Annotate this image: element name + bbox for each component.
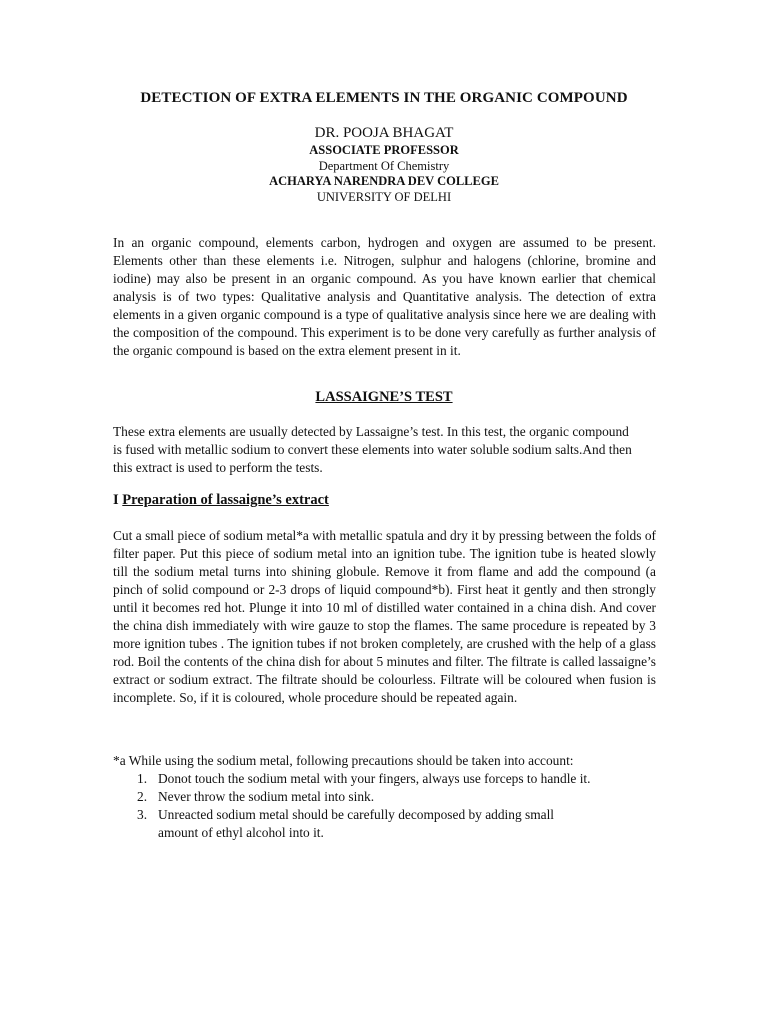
section-intro-paragraph: These extra elements are usually detected by Lassaigne’s test. In this test, the organic compound is fused with metallic sodium to convert these elements into water soluble sodium salts.And then this extract is used to perform the tests. <box>113 424 632 476</box>
author-position: ASSOCIATE PROFESSOR <box>309 143 459 157</box>
list-item-number: 3. <box>137 807 148 823</box>
list-item-text: Unreacted sodium metal should be carefully decomposed by adding small amount of ethyl alcohol into it. <box>158 807 555 841</box>
author-name: DR. POOJA BHAGAT <box>314 125 454 141</box>
document-title: DETECTION OF EXTRA ELEMENTS IN THE ORGANIC COMPOUND <box>140 90 628 106</box>
precautions-intro: *a While using the sodium metal, following precautions should be taken into account: <box>113 753 574 768</box>
subheading-text: Preparation of lassaigne’s extract <box>122 492 329 508</box>
subheading-prefix: I <box>113 492 123 508</box>
list-item <box>113 770 656 788</box>
list-item <box>113 788 656 806</box>
list-item-number: 2. <box>137 789 148 805</box>
precautions-list <box>113 770 656 842</box>
subheading <box>113 492 329 509</box>
precautions-block <box>113 752 656 842</box>
author-university: UNIVERSITY OF DELHI <box>316 189 452 204</box>
list-item-text: Never throw the sodium metal into sink. <box>158 789 375 805</box>
list-item-number: 1. <box>137 771 148 787</box>
section-heading: LASSAIGNE’S TEST <box>315 389 453 405</box>
intro-paragraph: In an organic compound, elements carbon, hydrogen and oxygen are assumed to be present. Elements other than these elements i.e. Nitrogen, sulphur and halogens (chlorine, bromine and iodine) may also be present in an organic compound. As you have known earlier that chemical analysis is of two types: Qualitative analysis and Quantitative analysis. The detection of extra elements in a given organic compound is a type of qualitative analysis since here we are dealing with the composition of the compound. This experiment is to be done very carefully as further analysis of the organic compound is based on the extra element present in it. <box>113 235 656 359</box>
author-department: Department Of Chemistry <box>318 158 450 173</box>
author-college: ACHARYA NARENDRA DEV COLLEGE <box>269 174 499 188</box>
list-item <box>113 806 656 842</box>
list-item-text: Donot touch the sodium metal with your fingers, always use forceps to handle it. <box>158 771 591 787</box>
procedure-paragraph: Cut a small piece of sodium metal*a with metallic spatula and dry it by pressing between the folds of filter paper. Put this piece of sodium metal into an ignition tube. The ignition tube is heated slowly till the sodium metal turns into shining globule. Remove it from flame and add the compound (a pinch of solid compound or 2-3 drops of liquid compound*b). First heat it gently and then strongly until it becomes red hot. Plunge it into 10 ml of distilled water contained in a china dish. And cover the china dish immediately with wire gauze to stop the flames. The same procedure is repeated by 3 more ignition tubes . The ignition tubes if not broken completely, are crushed with the help of a glass rod. Boil the contents of the china dish for about 5 minutes and filter. The filtrate is called lassaigne’s extract or sodium extract. The filtrate should be colourless. Filtrate will be coloured when fusion is incomplete. So, if it is coloured, whole procedure should be repeated again. <box>113 528 656 706</box>
author-block <box>0 123 768 205</box>
